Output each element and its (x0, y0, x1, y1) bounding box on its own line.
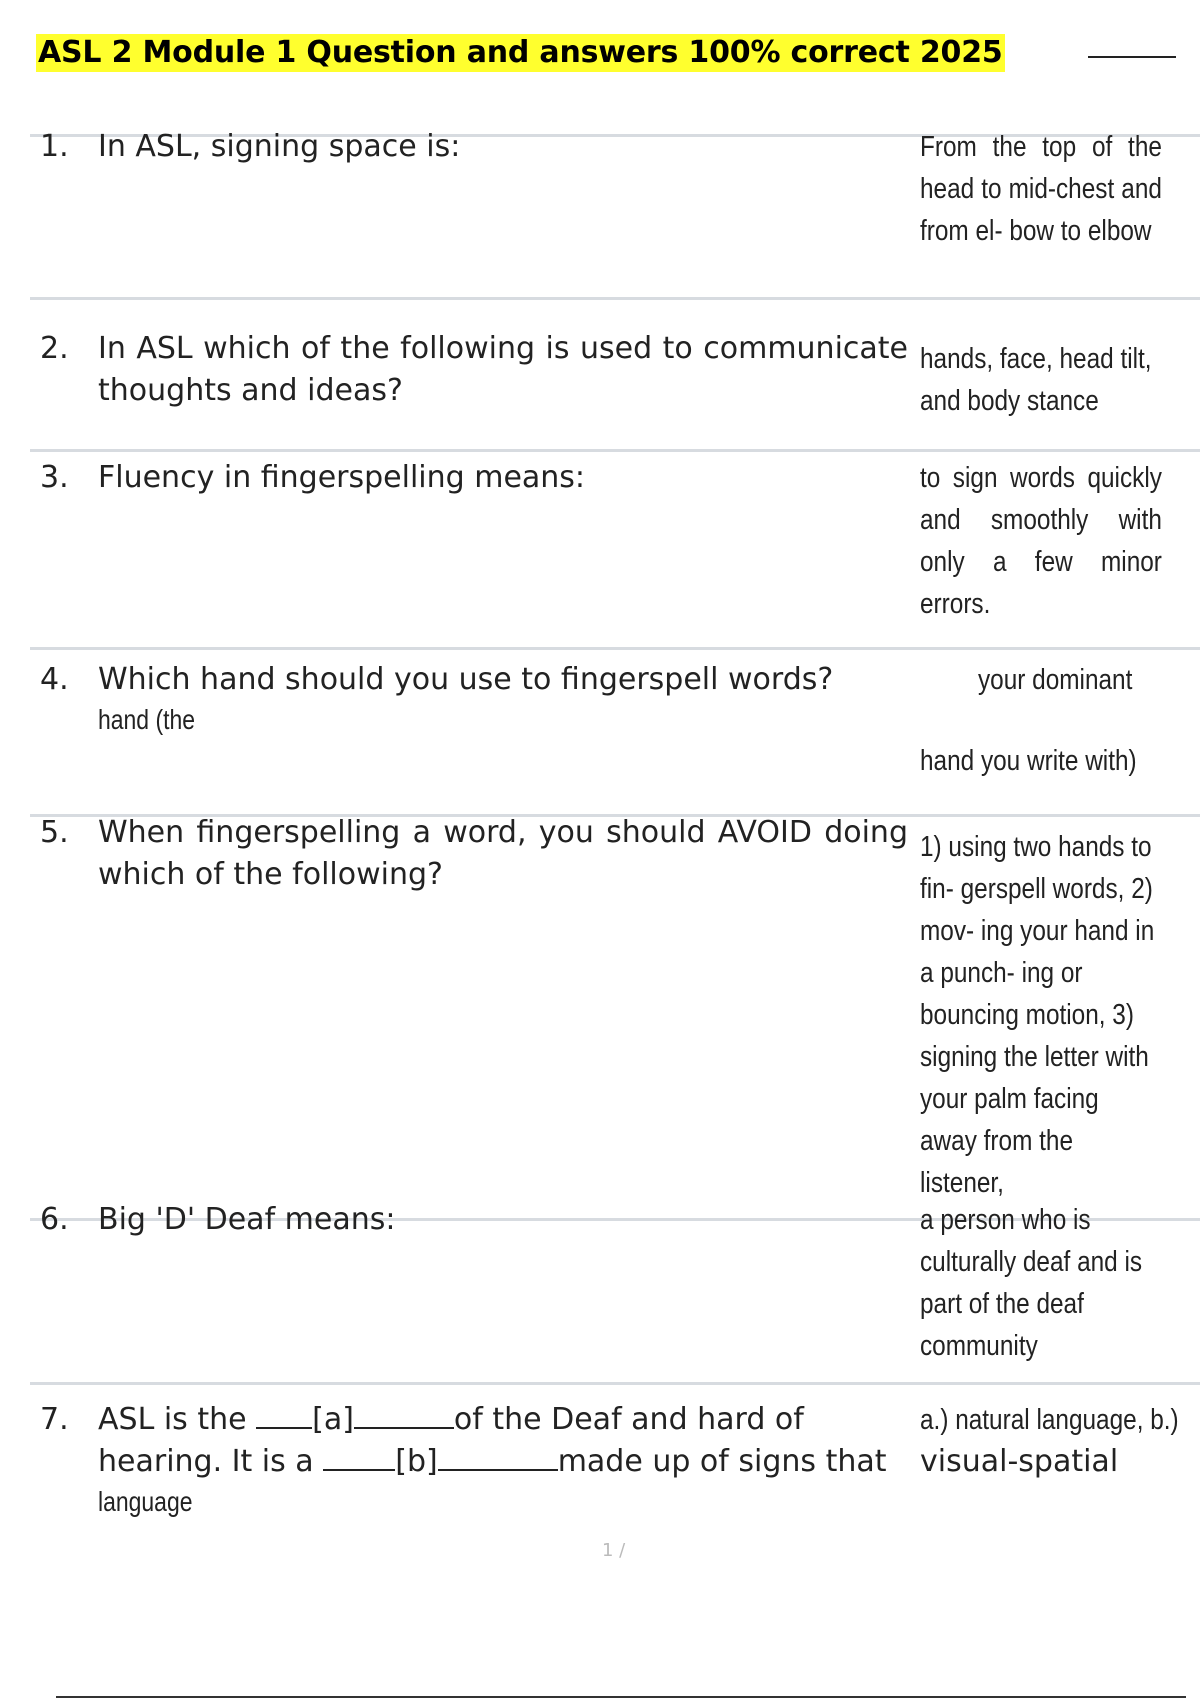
question-number: 1. (40, 129, 69, 164)
answer-text: From the top of the head to mid-chest and from el- bow to elbow (920, 131, 1162, 247)
question-number: 7. (40, 1402, 69, 1437)
question-text: Fluency in fingerspelling means: (98, 460, 586, 495)
question-number: 6. (40, 1202, 69, 1237)
answer-5 (920, 826, 1200, 1204)
title-underline (1088, 56, 1176, 58)
answer-text: hand you write with) (920, 745, 1137, 777)
answer-text: 1) using two hands to fin- gerspell words, 2) mov- ing your hand in a punch- ing or bouncing motion, 3) signing the letter with your palm facing away from the listener, (920, 831, 1155, 1199)
answer-text: a person who is culturally deaf and is part of the deaf community (920, 1204, 1143, 1362)
blank-line (323, 1443, 395, 1471)
row-divider (30, 647, 1200, 650)
question-text: In ASL, signing space is: (98, 129, 461, 164)
question-number: 5. (40, 815, 69, 850)
answer-3 (920, 457, 1200, 625)
question-text: In ASL which of the following is used to communicate thoughts and ideas? (98, 331, 908, 408)
question-text: Which hand should you use to fingerspell words? (98, 662, 834, 697)
answer-continuation: hand (the (98, 704, 196, 735)
answer-7-continued (920, 1441, 1200, 1483)
row-divider (30, 449, 1200, 452)
blank-line (256, 1401, 312, 1429)
question-text: ASL is the [a] of the Deaf and hard of hearing. It is a [b] made up of signs that (98, 1402, 887, 1479)
answer-text: your dominant (978, 664, 1133, 696)
footer-rule (56, 1696, 1186, 1698)
blank-line (354, 1401, 454, 1429)
question-number: 2. (40, 331, 69, 366)
blank-b-label: [b] (395, 1444, 438, 1479)
question-text: Big 'D' Deaf means: (98, 1202, 396, 1237)
answer-text: visual-spatial (920, 1444, 1119, 1479)
answer-4-continued (920, 740, 1200, 782)
question-text: When fingerspelling a word, you should AVOID doing which of the following? (98, 815, 908, 892)
question-continuation: language (98, 1486, 193, 1517)
answer-text: to sign words quickly and smoothly with only a few minor errors. (920, 462, 1162, 620)
answer-text: a.) natural language, b.) (920, 1404, 1179, 1436)
answer-text: hands, face, head tilt, and body stance (920, 343, 1152, 417)
question-number: 3. (40, 460, 69, 495)
question-number: 4. (40, 662, 69, 697)
answer-4 (978, 659, 1200, 701)
document-title: ASL 2 Module 1 Question and answers 100% correct 2025 (38, 35, 1003, 70)
blank-line (438, 1443, 558, 1471)
row-divider (30, 297, 1200, 300)
blank-a-label: [a] (312, 1402, 354, 1437)
page-number: 1 / (602, 1540, 626, 1561)
answer-2 (920, 338, 1200, 422)
answer-7 (920, 1399, 1200, 1441)
answer-6 (920, 1199, 1200, 1367)
answer-1 (920, 126, 1200, 252)
title-area (36, 34, 1136, 74)
row-divider (30, 1382, 1200, 1385)
